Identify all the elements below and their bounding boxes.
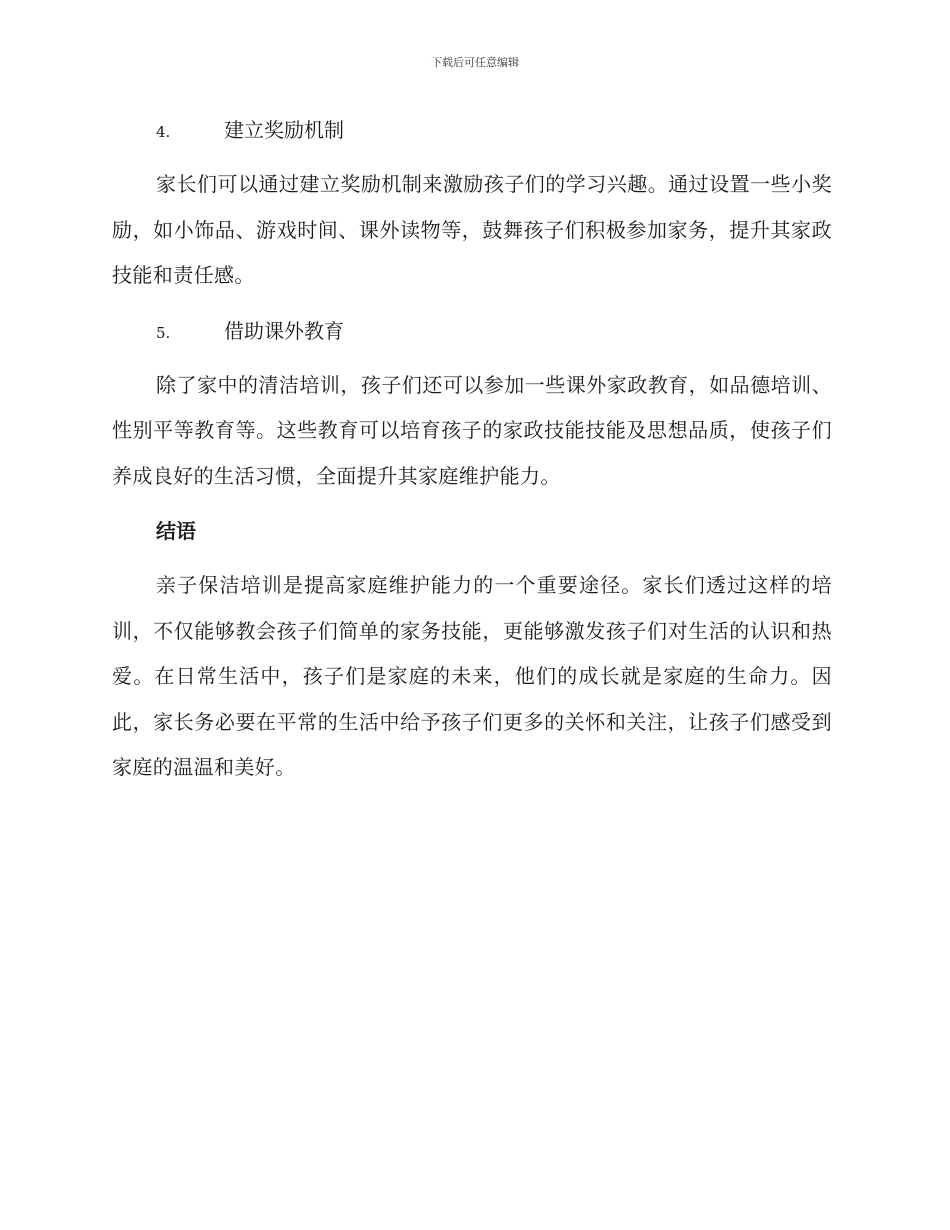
header-note: 下载后可任意编辑 — [431, 56, 519, 69]
section-title: 建立奖励机制 — [224, 118, 344, 142]
section-paragraph-4: 家长们可以通过建立奖励机制来激励孩子们的学习兴趣。通过设置一些小奖励，如小饰品、游戏时间、课外读物等，鼓舞孩子们积极参加家务，提升其家政技能和责任感。 — [112, 172, 832, 287]
section-number: 4. — [156, 123, 171, 141]
section-title: 借助课外教育 — [224, 318, 344, 343]
section-heading-5 — [112, 313, 832, 349]
section-heading-4 — [112, 112, 832, 148]
conclusion-paragraph: 亲子保洁培训是提高家庭维护能力的一个重要途径。家长们透过这样的培训，不仅能够教会孩子们简单的家务技能，更能够激发孩子们对生活的认识和热爱。在日常生活中，孩子们是家庭的未来，他们的成长就是家庭的生命力。因此，家长务必要在平常的生活中给予孩子们更多的关怀和关注，让孩子们感受到家庭的温温和美好。 — [112, 573, 832, 779]
conclusion-heading: 结语 — [156, 519, 196, 543]
document-body — [112, 112, 832, 791]
section-number: 5. — [156, 323, 171, 342]
section-paragraph-5: 除了家中的清洁培训，孩子们还可以参加一些课外家政教育，如品德培训、性别平等教育等。这些教育可以培育孩子的家政技能技能及思想品质，使孩子们养成良好的生活习惯，全面提升其家庭维护能力。 — [112, 372, 832, 488]
